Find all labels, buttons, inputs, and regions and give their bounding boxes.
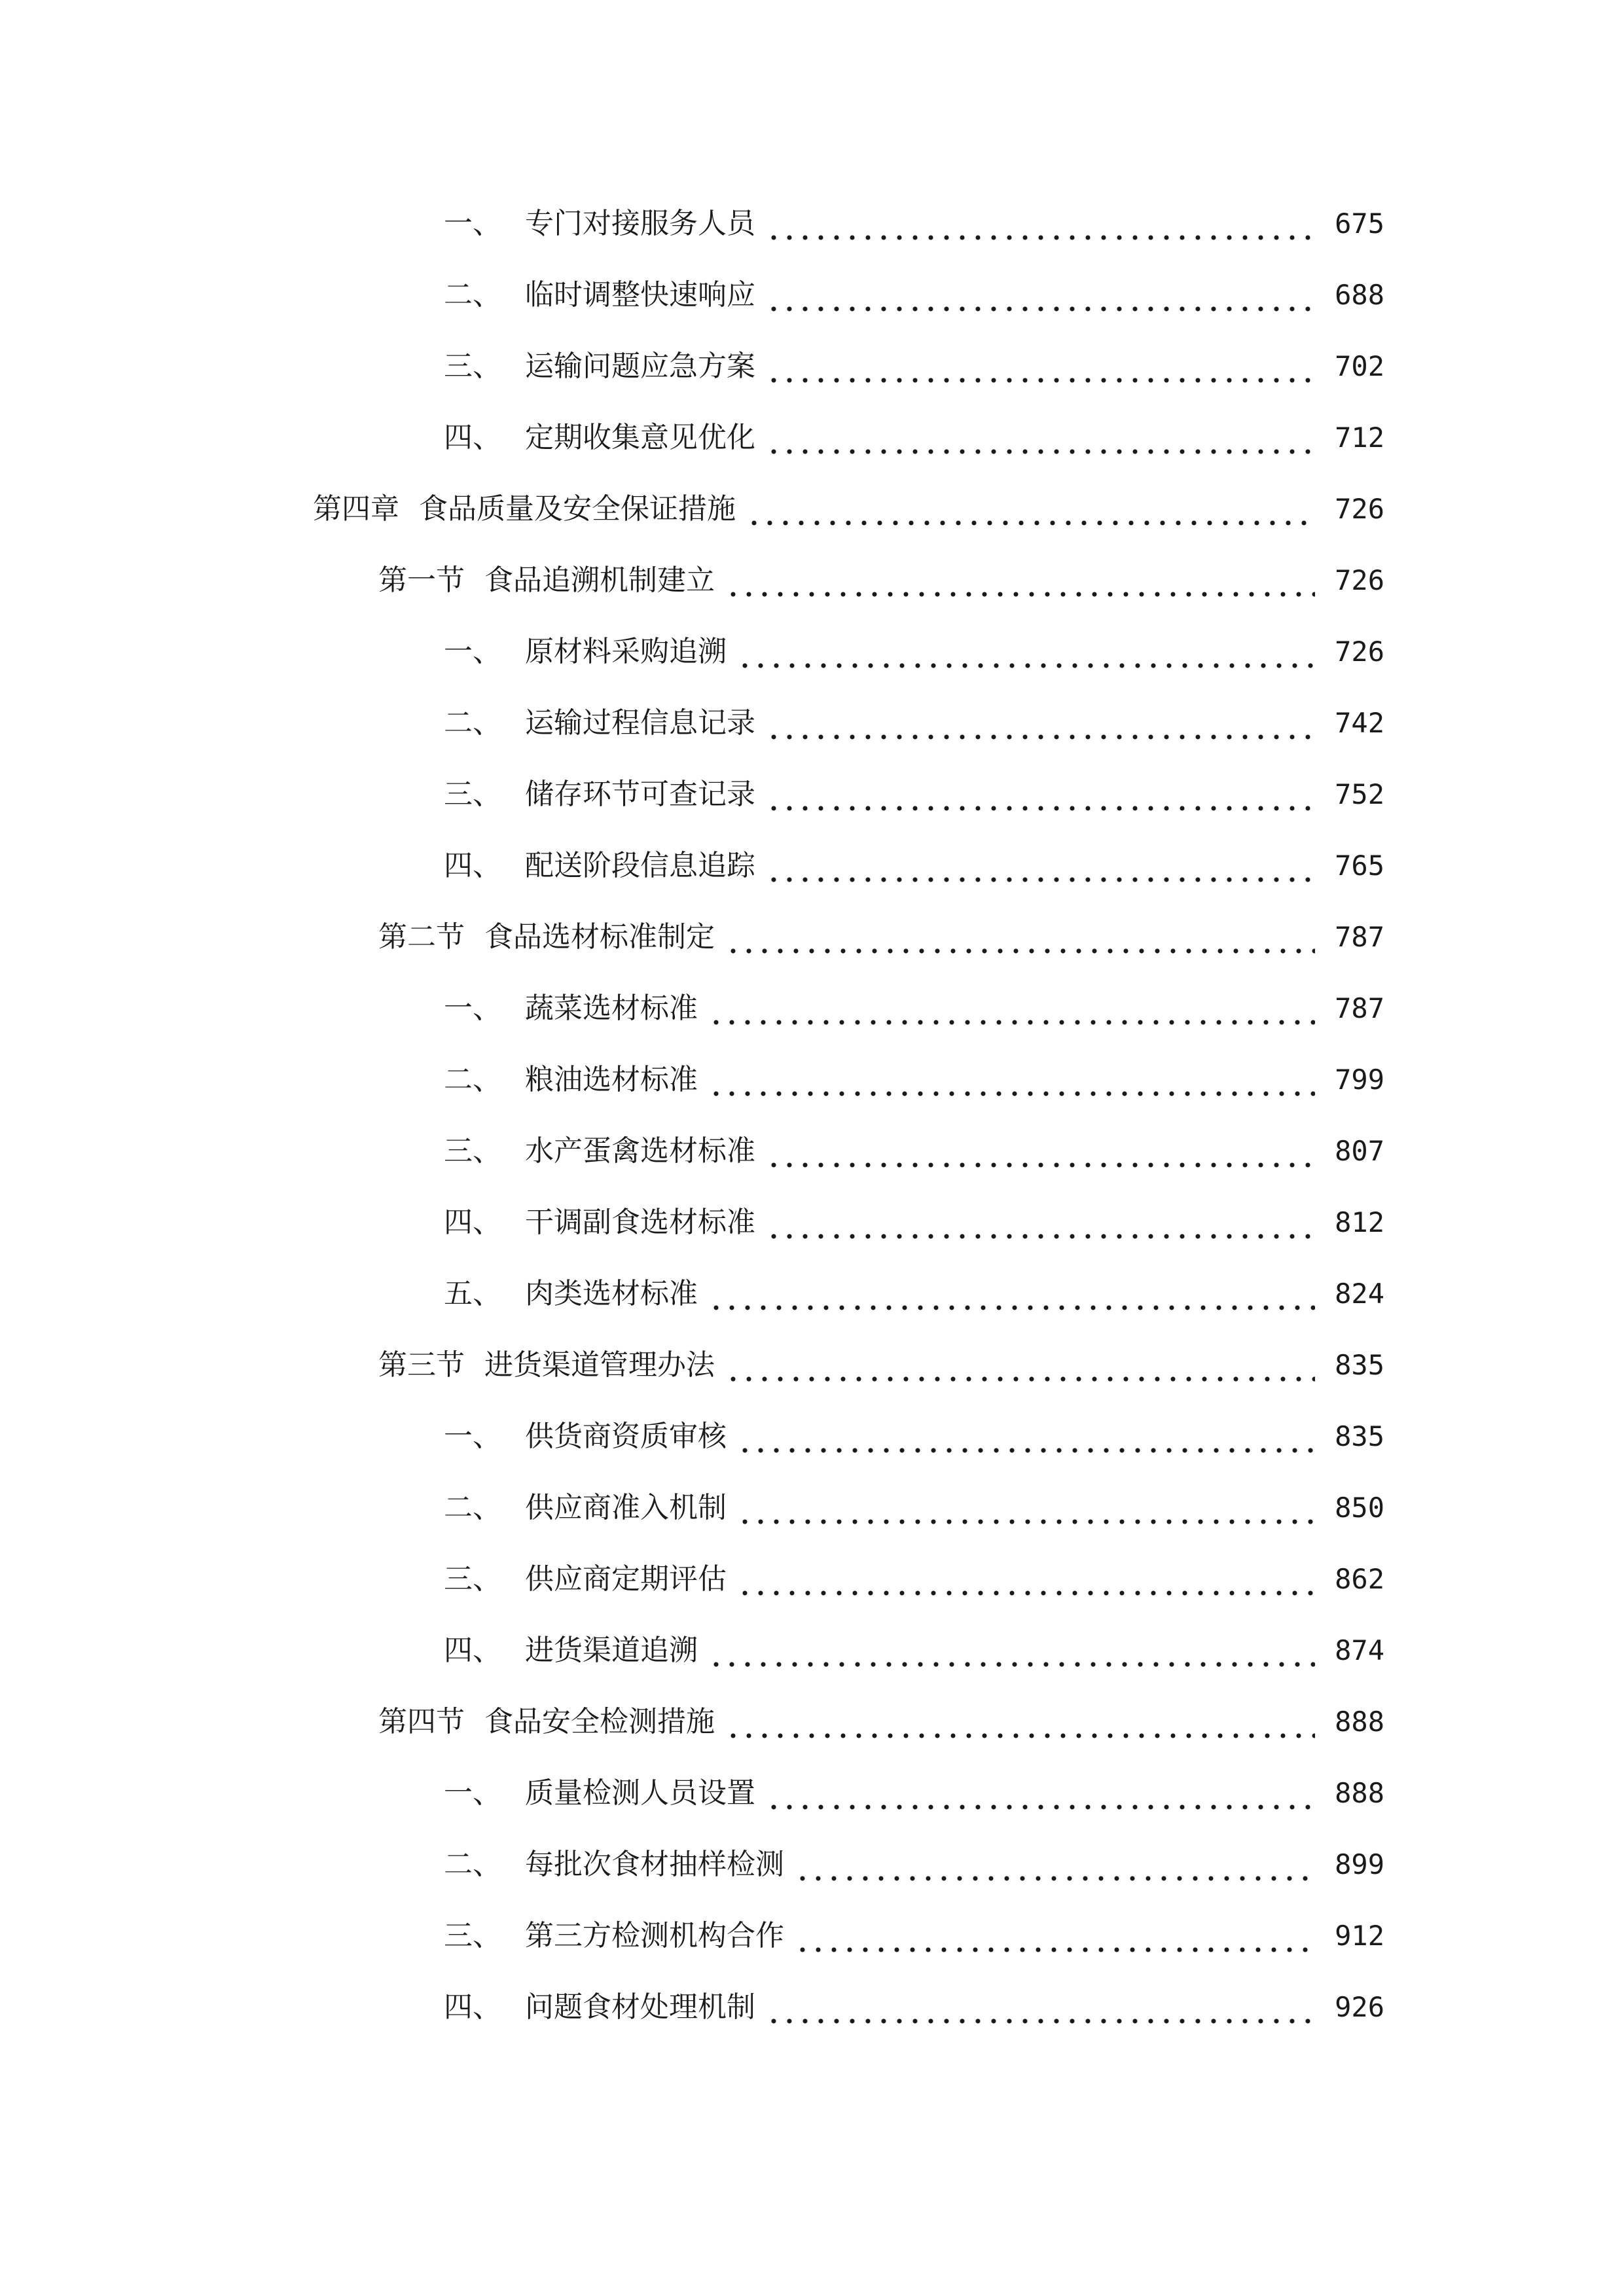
toc-entry-page: 765 [1335, 850, 1384, 882]
toc-entry-page: 726 [1335, 636, 1384, 668]
toc-entry-page: 688 [1335, 279, 1384, 311]
toc-entry-title: 原材料采购追溯 [525, 635, 727, 668]
toc-entry-number: 一、 [444, 635, 501, 668]
toc-entry[interactable] [444, 198, 1384, 250]
toc-entry-number: 第四章 [313, 492, 399, 526]
toc-entry[interactable] [444, 1054, 1384, 1106]
toc-entry-title: 进货渠道追溯 [525, 1634, 698, 1667]
toc-entry-title: 临时调整快速响应 [525, 278, 755, 312]
toc-entry-title: 粮油选材标准 [525, 1063, 698, 1096]
toc-entry-title: 配送阶段信息追踪 [525, 849, 755, 882]
toc-entry-number: 四、 [444, 1206, 501, 1239]
toc-entry[interactable] [444, 626, 1384, 678]
toc-section-entry[interactable] [378, 1339, 1384, 1391]
toc-entry-title: 运输问题应急方案 [525, 350, 755, 383]
toc-entry-page: 862 [1335, 1563, 1384, 1595]
dot-leader [737, 626, 1315, 678]
toc-entry-title: 干调副食选材标准 [525, 1206, 755, 1239]
dot-leader [766, 840, 1315, 892]
dot-leader [725, 554, 1315, 607]
dot-leader [708, 1268, 1315, 1320]
toc-entry-number: 四、 [444, 1990, 501, 2024]
toc-entry[interactable] [444, 1910, 1384, 1962]
toc-entry-title: 第三方检测机构合作 [525, 1919, 784, 1952]
dot-leader [725, 1696, 1315, 1748]
toc-entry[interactable] [444, 1125, 1384, 1177]
toc-entry-page: 874 [1335, 1634, 1384, 1666]
toc-entry[interactable] [444, 269, 1384, 321]
toc-entry-number: 第二节 [378, 920, 465, 954]
toc-entry-number: 二、 [444, 278, 501, 312]
dot-leader [725, 1339, 1315, 1391]
toc-entry-page: 787 [1335, 992, 1384, 1024]
toc-entry-page: 675 [1335, 207, 1384, 240]
toc-entry[interactable] [444, 1624, 1384, 1677]
dot-leader [766, 1196, 1315, 1249]
toc-entry-title: 运输过程信息记录 [525, 706, 755, 740]
toc-entry-number: 四、 [444, 849, 501, 882]
dot-leader [737, 1553, 1315, 1605]
toc-section-entry[interactable] [378, 911, 1384, 963]
toc-entry-number: 一、 [444, 1420, 501, 1453]
dot-leader [766, 198, 1315, 250]
dot-leader [766, 697, 1315, 749]
dot-leader [766, 1767, 1315, 1820]
toc-entry[interactable] [444, 1767, 1384, 1820]
toc-entry-title: 储存环节可查记录 [525, 778, 755, 811]
toc-entry[interactable] [444, 768, 1384, 821]
toc-entry-page: 812 [1335, 1206, 1384, 1238]
dot-leader [766, 412, 1315, 464]
toc-entry-page: 742 [1335, 707, 1384, 739]
dot-leader [725, 911, 1315, 963]
toc-entry-number: 四、 [444, 421, 501, 454]
dot-leader [708, 1624, 1315, 1677]
toc-entry-number: 三、 [444, 1562, 501, 1596]
toc-entry[interactable] [444, 1268, 1384, 1320]
dot-leader [766, 269, 1315, 321]
toc-entry-number: 第一节 [378, 564, 465, 597]
toc-entry-title: 食品质量及安全保证措施 [419, 492, 736, 526]
toc-entry-page: 835 [1335, 1349, 1384, 1381]
toc-entry-number: 一、 [444, 207, 501, 240]
toc-entry-number: 五、 [444, 1277, 501, 1310]
toc-entry-page: 787 [1335, 921, 1384, 953]
dot-leader [766, 1981, 1315, 2034]
toc-entry-number: 第四节 [378, 1705, 465, 1738]
toc-entry-number: 三、 [444, 350, 501, 383]
toc-entry-page: 712 [1335, 422, 1384, 454]
toc-entry-title: 供货商资质审核 [525, 1420, 727, 1453]
toc-entry-title: 肉类选材标准 [525, 1277, 698, 1310]
toc-entry-title: 供应商定期评估 [525, 1562, 727, 1596]
toc-entry-page: 799 [1335, 1064, 1384, 1096]
toc-entry[interactable] [444, 1839, 1384, 1891]
toc-entry[interactable] [444, 412, 1384, 464]
toc-entry-number: 二、 [444, 1848, 501, 1881]
toc-entry-title: 问题食材处理机制 [525, 1990, 755, 2024]
dot-leader [766, 1125, 1315, 1177]
toc-entry-title: 食品追溯机制建立 [484, 564, 715, 597]
toc-entry[interactable] [444, 1482, 1384, 1534]
toc-entry-title: 供应商准入机制 [525, 1491, 727, 1524]
toc-entry[interactable] [444, 840, 1384, 892]
toc-entry-number: 三、 [444, 778, 501, 811]
toc-entry[interactable] [444, 697, 1384, 749]
toc-entry-title: 食品选材标准制定 [484, 920, 715, 954]
dot-leader [708, 982, 1315, 1035]
dot-leader [708, 1054, 1315, 1106]
toc-entry-page: 899 [1335, 1848, 1384, 1880]
toc-entry-number: 一、 [444, 992, 501, 1025]
dot-leader [795, 1839, 1315, 1891]
toc-entry-page: 824 [1335, 1278, 1384, 1310]
toc-entry-number: 二、 [444, 706, 501, 740]
toc-entry-page: 752 [1335, 778, 1384, 810]
toc-entry-page: 807 [1335, 1135, 1384, 1167]
toc-chapter-entry[interactable] [313, 483, 1384, 535]
toc-entry-title: 食品安全检测措施 [484, 1705, 715, 1738]
toc-entry-page: 888 [1335, 1706, 1384, 1738]
dot-leader [737, 1482, 1315, 1534]
toc-entry-page: 702 [1335, 350, 1384, 382]
toc-entry-page: 726 [1335, 564, 1384, 596]
toc-entry-number: 四、 [444, 1634, 501, 1667]
toc-entry-number: 二、 [444, 1491, 501, 1524]
toc-entry[interactable] [444, 340, 1384, 393]
dot-leader [737, 1410, 1315, 1463]
toc-entry[interactable] [444, 982, 1384, 1035]
toc-entry-number: 第三节 [378, 1348, 465, 1382]
toc-entry-number: 三、 [444, 1919, 501, 1952]
toc-entry-page: 726 [1335, 493, 1384, 525]
toc-entry-page: 835 [1335, 1420, 1384, 1452]
toc-entry[interactable] [444, 1196, 1384, 1249]
toc-section-entry[interactable] [378, 1696, 1384, 1748]
toc-entry-page: 912 [1335, 1920, 1384, 1952]
dot-leader [795, 1910, 1315, 1962]
dot-leader [746, 483, 1315, 535]
toc-section-entry[interactable] [378, 554, 1384, 607]
toc-entry-page: 926 [1335, 1991, 1384, 2023]
toc-entry-title: 每批次食材抽样检测 [525, 1848, 784, 1881]
toc-entry[interactable] [444, 1981, 1384, 2034]
toc-entry-title: 质量检测人员设置 [525, 1776, 755, 1810]
dot-leader [766, 340, 1315, 393]
dot-leader [766, 768, 1315, 821]
toc-entry-title: 进货渠道管理办法 [484, 1348, 715, 1382]
toc-entry-title: 蔬菜选材标准 [525, 992, 698, 1025]
toc-entry-number: 三、 [444, 1134, 501, 1168]
toc-entry-number: 一、 [444, 1776, 501, 1810]
toc-entry-page: 850 [1335, 1492, 1384, 1524]
toc-entry[interactable] [444, 1553, 1384, 1605]
toc-entry-title: 专门对接服务人员 [525, 207, 755, 240]
toc-entry-title: 定期收集意见优化 [525, 421, 755, 454]
toc-entry-page: 888 [1335, 1777, 1384, 1809]
toc-entry-number: 二、 [444, 1063, 501, 1096]
toc-entry[interactable] [444, 1410, 1384, 1463]
toc-entry-title: 水产蛋禽选材标准 [525, 1134, 755, 1168]
